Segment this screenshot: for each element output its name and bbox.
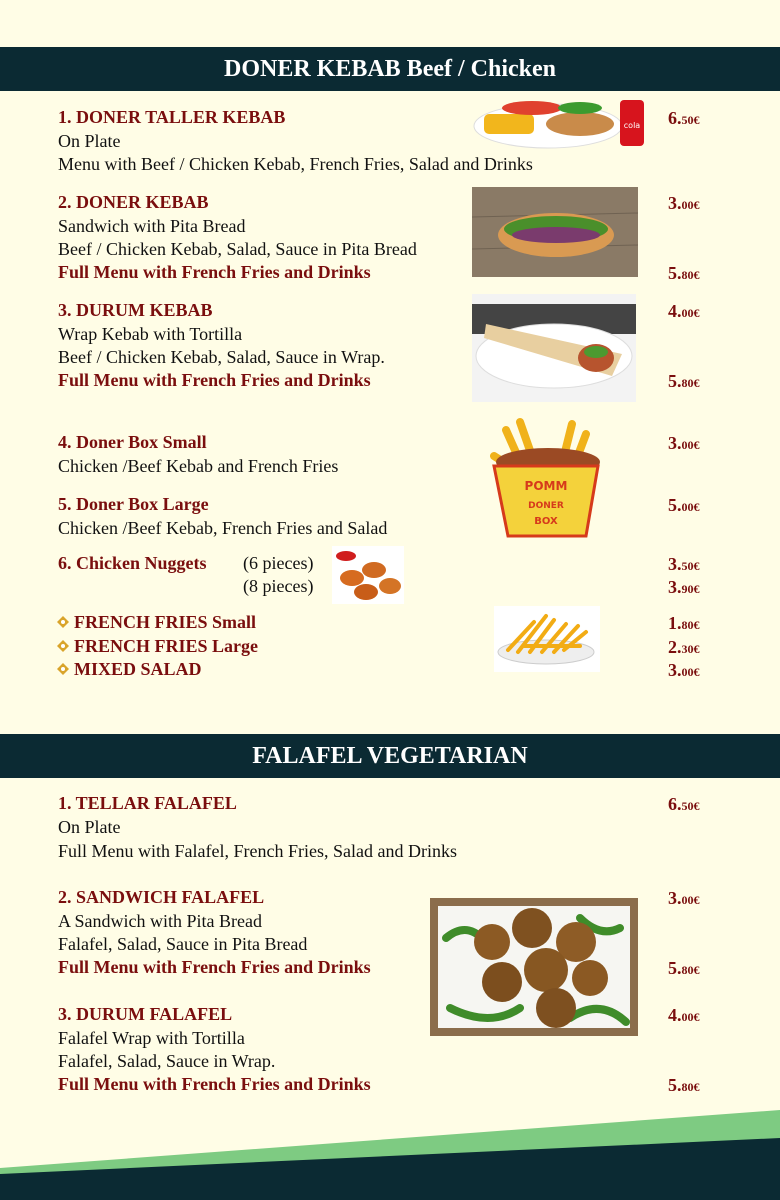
- full-menu-label: Full Menu with French Fries and Drinks: [58, 1074, 371, 1094]
- section-title: DONER KEBAB Beef / Chicken: [223, 55, 556, 82]
- item-price: 4.00€: [668, 301, 700, 321]
- item-price: 1.80€: [668, 613, 700, 633]
- item-desc: On Plate: [58, 131, 121, 151]
- item-desc: Chicken /Beef Kebab, French Fries and Salad: [58, 518, 388, 538]
- item-desc: Sandwich with Pita Bread: [58, 216, 246, 236]
- item-name: 2. SANDWICH FALAFEL: [58, 887, 265, 907]
- item-desc: On Plate: [58, 817, 121, 837]
- bullet-icon: [57, 663, 69, 675]
- item-option: (8 pieces): [243, 576, 314, 596]
- svg-text:cola: cola: [623, 121, 641, 130]
- item-desc: Falafel, Salad, Sauce in Pita Bread: [58, 934, 308, 954]
- box-text: BOX: [534, 516, 558, 527]
- item-price: 4.00€: [668, 1005, 700, 1025]
- full-menu-label: Full Menu with French Fries and Drinks: [58, 370, 371, 390]
- item-price: 3.00€: [668, 433, 700, 453]
- bullet-icon: [57, 616, 69, 628]
- nuggets-image: [332, 546, 404, 604]
- menu-price: 5.80€: [668, 958, 700, 978]
- item-price: 5.00€: [668, 495, 700, 515]
- section-header-falafel: [0, 734, 780, 778]
- item-desc: Wrap Kebab with Tortilla: [58, 324, 243, 344]
- item-desc: Falafel, Salad, Sauce in Wrap.: [58, 1051, 276, 1071]
- item-price: 3.00€: [668, 888, 700, 908]
- bullet-icon: [57, 640, 69, 652]
- box-text: DONER: [528, 501, 564, 511]
- item-price: 6.50€: [668, 794, 700, 814]
- item-price: 3.00€: [668, 193, 700, 213]
- item-desc: A Sandwich with Pita Bread: [58, 911, 262, 931]
- item-desc: Menu with Beef / Chicken Kebab, French Fries, Salad and Drinks: [58, 154, 533, 174]
- item-price: 3.00€: [668, 660, 700, 680]
- item-price: 3.50€: [668, 554, 700, 574]
- item-price: 6.50€: [668, 108, 700, 128]
- section-title: FALAFEL VEGETARIAN: [252, 742, 528, 769]
- full-menu-label: Full Menu with French Fries and Drinks: [58, 957, 371, 977]
- item-option: (6 pieces): [243, 553, 314, 573]
- item-name: 3. DURUM KEBAB: [58, 300, 213, 320]
- footer-decoration: [0, 1106, 780, 1200]
- item-price: 3.90€: [668, 577, 700, 597]
- item-name: 1. TELLAR FALAFEL: [58, 793, 237, 813]
- item-name: 1. DONER TALLER KEBAB: [58, 107, 286, 127]
- extra-item: FRENCH FRIES Large: [74, 636, 258, 656]
- menu-price: 5.80€: [668, 371, 700, 391]
- item-name: 2. DONER KEBAB: [58, 192, 209, 212]
- item-price: 2.30€: [668, 637, 700, 657]
- item-desc: Beef / Chicken Kebab, Salad, Sauce in Pita Bread: [58, 239, 417, 259]
- menu-price: 5.80€: [668, 1075, 700, 1095]
- item-desc: Falafel Wrap with Tortilla: [58, 1028, 245, 1048]
- item-desc: Full Menu with Falafel, French Fries, Salad and Drinks: [58, 841, 457, 861]
- doner-sandwich-image: [472, 187, 638, 277]
- item-name: 3. DURUM FALAFEL: [58, 1004, 233, 1024]
- extra-item: FRENCH FRIES Small: [74, 612, 257, 632]
- durum-wrap-image: [472, 294, 636, 402]
- french-fries-image: [494, 606, 600, 672]
- extra-item: MIXED SALAD: [74, 659, 202, 679]
- doner-plate-image: [470, 96, 650, 154]
- full-menu-label: Full Menu with French Fries and Drinks: [58, 262, 371, 282]
- falafel-image: [430, 898, 638, 1036]
- item-name: 5. Doner Box Large: [58, 494, 209, 514]
- item-desc: Chicken /Beef Kebab and French Fries: [58, 456, 339, 476]
- box-text: POMM: [524, 479, 568, 493]
- item-desc: Beef / Chicken Kebab, Salad, Sauce in Wrap.: [58, 347, 385, 367]
- item-name: 4. Doner Box Small: [58, 432, 207, 452]
- item-name: 6. Chicken Nuggets: [58, 553, 207, 573]
- menu-price: 5.80€: [668, 263, 700, 283]
- section-header-doner: [0, 47, 780, 91]
- doner-box-image: [482, 416, 610, 542]
